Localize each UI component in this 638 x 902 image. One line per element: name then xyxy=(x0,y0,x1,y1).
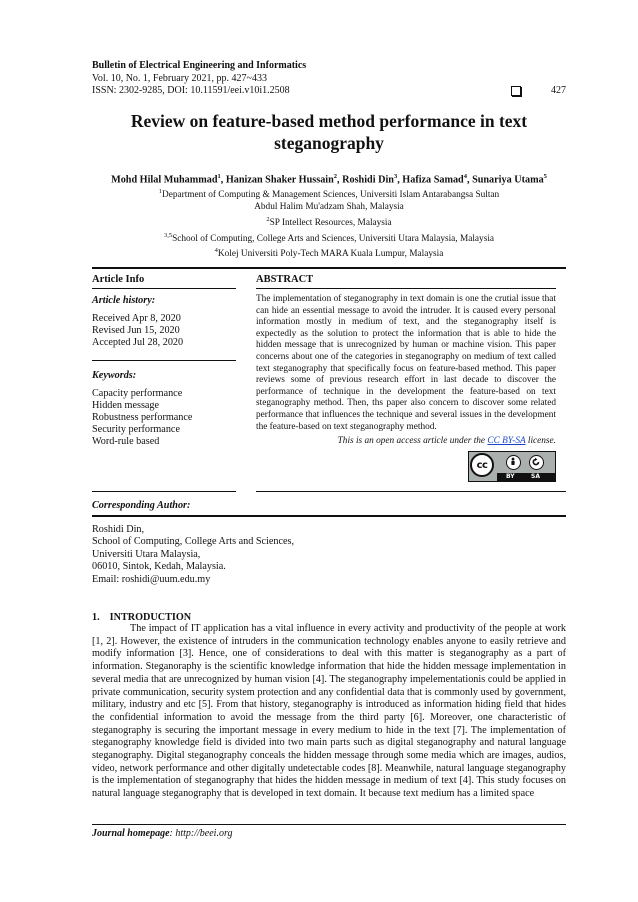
share-alike-icon xyxy=(529,455,544,470)
history-date: Accepted Jul 28, 2020 xyxy=(92,337,184,348)
author-name: Roshidi Din xyxy=(342,174,394,186)
divider xyxy=(92,288,236,289)
affiliation-line: $^2$SP Intellect Resources, Malaysia xyxy=(266,215,392,228)
license-link[interactable]: CC BY-SA xyxy=(487,436,526,447)
article-info-heading: Article Info xyxy=(92,274,145,285)
article-history: Article history: Received Apr 8, 2020 Revised Jun 15, 2020 Accepted Jul 28, 2020 xyxy=(92,295,236,349)
introduction-section xyxy=(92,612,566,801)
divider xyxy=(256,288,556,289)
author-name: Mohd Hilal Muhammad xyxy=(111,174,218,186)
introduction-text: The impact of IT application has a vital influence in every activity and productivity of the people at work [1, 2]. However, the existence of intruders in the communication technology enables anyone to easily retrieve and modify information [3]. Hence, one of considerations to deal with this matter is steganography as a part of information. Steganoraphy is the scientific knowledge information that hide the hidden message implementation in several media that are unrecognized by human vision [4]. The steganography impelementationis could be applied in private communication, security system protection and any confidential data that is commonly used by government, military, industry and etc [5]. From that history, steganography is introduced as information hiding field that hides the confidential information to avoid the message from the third party [6]. Moreover, one characteristic of steganography is securing the important message in every medium to hide in the text [7]. The implementation of steganography knowledge field is divided into two main parts such as digital steganography and natural language steganography. Digital steganography conceals the hidden message through some media which are images, audios, video, network performance and other digitally undetectable codes [8]. Meanwhile, natural language steganography is the implementation of steganography that hides the hidden message in medium of text [4]. This study focuses on natural language steganography that is developed in text domain. It because text medium has a limited space xyxy=(92,623,566,800)
author-contact-line: School of Computing, College Arts and Sciences, xyxy=(92,536,295,548)
cc-by-sa-badge: cc BY SA xyxy=(468,451,556,482)
author-name: Sunariya Utama xyxy=(472,174,544,186)
author-affiliation-mark: 5 xyxy=(543,173,547,180)
license-note: This is an open access article under the CC BY-SA license. xyxy=(337,436,556,447)
keyword-item: Capacity performance xyxy=(92,388,183,399)
keyword-item: Word-rule based xyxy=(92,436,160,447)
issn-doi: ISSN: 2302-9285, DOI: 10.11591/eei.v10i1.2508 xyxy=(92,85,290,96)
history-date: Received Apr 8, 2020 xyxy=(92,313,181,324)
affiliation-list xyxy=(92,186,566,261)
creative-commons-icon: cc xyxy=(470,453,494,477)
corresponding-author: Corresponding Author: Roshidi Din, School of Computing, College Arts and Sciences, Universiti Utara Malaysia, 06010, Sintok, Kedah, Malaysia. Email: roshidi@uum.edu.my xyxy=(92,500,566,586)
square-icon xyxy=(511,86,521,96)
author-affiliation-mark: 4 xyxy=(463,173,467,180)
attribution-icon xyxy=(506,455,521,470)
author-contact-line: 06010, Sintok, Kedah, Malaysia. xyxy=(92,561,226,573)
affiliation-line: Abdul Halim Mu'adzam Shah, Malaysia xyxy=(254,201,404,212)
author-contact-line: Roshidi Din, xyxy=(92,523,145,535)
divider xyxy=(256,491,566,492)
keyword-item: Security performance xyxy=(92,424,180,435)
abstract xyxy=(256,274,556,285)
author-affiliation-mark: 3 xyxy=(393,173,398,180)
author-name: Hafiza Samad xyxy=(402,174,464,186)
author-list: Mohd Hilal Muhammad$^1$, Hanizan Shaker Hussain$^2$, Roshidi Din$^3$, Hafiza Samad$^4$, Sunariya Utama$^5$ xyxy=(111,173,547,186)
author-name: Hanizan Shaker Hussain xyxy=(225,174,334,186)
journal-name: Bulletin of Electrical Engineering and Informatics xyxy=(92,60,307,71)
affiliation-line: $^1$Department of Computing & Management Sciences, Universiti Islam Antarabangsa Sultan xyxy=(158,188,500,201)
divider xyxy=(92,515,566,517)
affiliation-line: $^{3,5}$School of Computing, College Arts and Sciences, Universiti Utara Malaysia, Malaysia xyxy=(163,231,495,244)
footer-divider xyxy=(92,824,566,825)
journal-homepage: Journal homepage: http://beei.org xyxy=(92,828,233,839)
keyword-item: Hidden message xyxy=(92,400,160,411)
divider xyxy=(92,360,236,361)
abstract-text: The implementation of steganography in text domain is one the crutial issue that can hide an essential message to avoid the intruder. It is caused every personal information mostly in medium of text, and the steganography itself is expectedly as the solution to protect the information that is able to hide the hidden message that is unrecognized by human or machine vision. This paper concerns about one of the categories in steganography on medium of text called text steganography that specifically focus on feature-based method. This paper reviews some of previous research effort in last decade to discover the performance of technique in the development the feature-based on text steganography method. Then, ths paper also concern to discover some related performance that influences the technique and several issues in the development the feature-based on text steganography method. xyxy=(256,294,556,432)
affiliation-line: $^4$Kolej Universiti Poly-Tech MARA Kuala Lumpur, Malaysia xyxy=(214,247,444,260)
divider xyxy=(92,267,566,269)
abstract-heading: ABSTRACT xyxy=(256,274,314,285)
author-affiliation-mark: 1 xyxy=(217,173,221,180)
article-info xyxy=(92,274,236,285)
author-affiliation-mark: 2 xyxy=(333,173,338,180)
homepage-url[interactable]: : http://beei.org xyxy=(169,828,233,839)
author-contact-line: Universiti Utara Malaysia, xyxy=(92,548,201,560)
keyword-item: Robustness performance xyxy=(92,412,193,423)
history-date: Revised Jun 15, 2020 xyxy=(92,325,180,336)
author-contact-line: Email: roshidi@uum.edu.my xyxy=(92,573,211,585)
paper-title: Review on feature-based method performance in text steganography xyxy=(130,111,528,153)
journal-header xyxy=(92,60,566,98)
page-number: 427 xyxy=(551,85,566,96)
section-heading: 1. INTRODUCTION xyxy=(92,612,192,623)
journal-volume: Vol. 10, No. 1, February 2021, pp. 427~433 xyxy=(92,72,267,84)
divider xyxy=(92,491,236,492)
keywords: Keywords: Capacity performance Hidden message Robustness performance Security performance Word-rule based xyxy=(92,370,236,448)
